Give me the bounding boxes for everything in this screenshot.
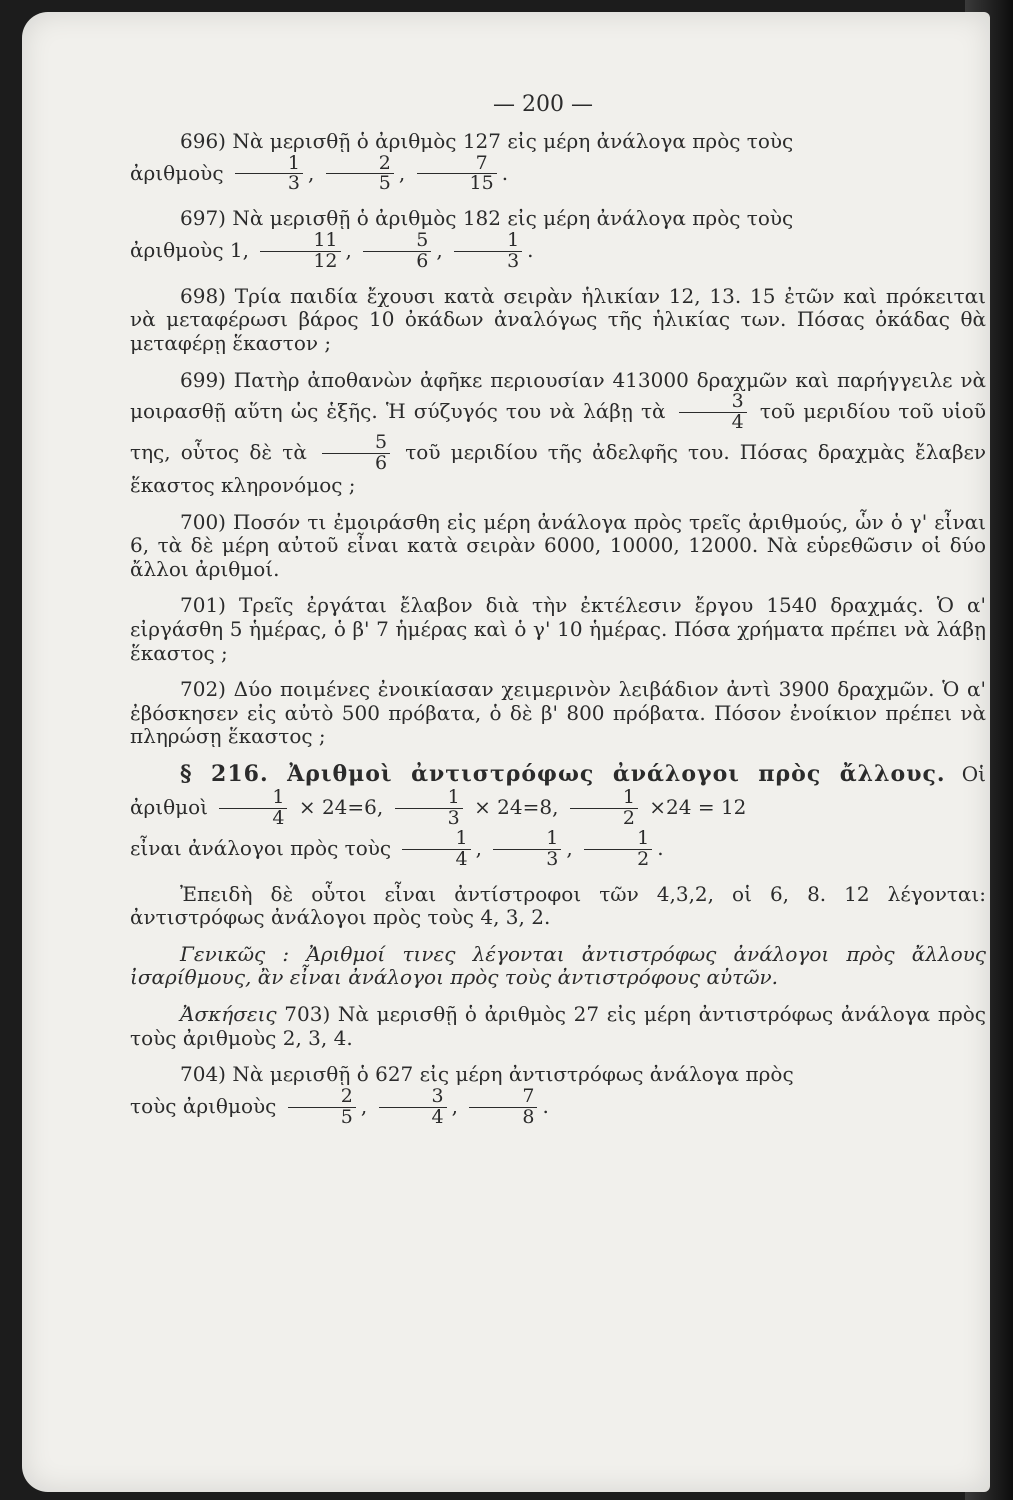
- exercise-700: 700) Ποσόν τι ἐμοιράσθη εἰς μέρη ἀνάλογα πρὸς τρεῖς ἀριθμούς, ὧν ὁ γ' εἶναι 6, τὰ δὲ μέρη αὐτοῦ εἶναι κατὰ σειρὰν 6000, 10000, 12000. Νὰ εὑρεθῶσιν οἱ δύο ἄλλοι ἀριθμοί.: [130, 509, 986, 581]
- fraction: $\frac{2}{5}$: [326, 154, 394, 195]
- paragraph-general: Γενικῶς : Ἀριθμοί τινες λέγονται ἀντιστρόφως ἀνάλογοι πρὸς ἄλλους ἰσαρίθμους, ἂν εἶναι ἀνάλογοι πρὸς τοὺς ἀντιστρόφους αὐτῶν.: [130, 941, 986, 990]
- fraction: $\frac{5}{6}$: [363, 231, 431, 272]
- page-content: [130, 92, 986, 1141]
- exercise-704: 704) Νὰ μερισθῇ ὁ 627 εἰς μέρη ἀντιστρόφως ἀνάλογα πρὸς τοὺς ἀριθμοὺς $\frac{2}{5}$ , $\frac{3}{4}$ , $\frac{7}{8}$ .: [130, 1062, 794, 1128]
- fraction: $\frac{11}{12}$: [260, 231, 340, 272]
- exercise-697: 697) Νὰ μερισθῇ ὁ ἀριθμὸς 182 εἰς μέρη ἀνάλογα πρὸς τοὺς ἀριθμοὺς 1, $\frac{11}{12}$ , $\frac{5}{6}$ , $\frac{1}{3}$ .: [130, 206, 794, 272]
- fraction: $\frac{2}{5}$: [288, 1087, 356, 1128]
- fraction: $\frac{1}{3}$: [395, 788, 463, 829]
- exercise-698: 698) Τρία παιδία ἔχουσι κατὰ σειρὰν ἡλικίαν 12, 13. 15 ἐτῶν καὶ πρόκειται νὰ μεταφέρωσι βάρος 10 ὀκάδων ἀναλόγως τῆς ἡλικίας των. Πόσας ὀκάδας θὰ μεταφέρῃ ἕκαστον ;: [130, 283, 986, 356]
- exercises-label: Ἀσκήσεις: [180, 1002, 277, 1027]
- exercise-696: 696) Νὰ μερισθῇ ὁ ἀριθμὸς 127 εἰς μέρη ἀνάλογα πρὸς τοὺς ἀριθμοὺς $\frac{1}{3}$ , $\frac{2}{5}$ , $\frac{7}{15}$ .: [130, 128, 794, 195]
- fraction: $\frac{1}{3}$: [235, 154, 303, 195]
- section-heading: § 216. Ἀριθμοὶ ἀντιστρόφως ἀνάλογοι πρὸς ἄλλους.: [180, 760, 946, 787]
- fraction: $\frac{1}{3}$: [493, 829, 561, 870]
- fraction: $\frac{7}{8}$: [469, 1087, 537, 1128]
- fraction: $\frac{1}{2}$: [584, 829, 652, 870]
- fraction: $\frac{7}{15}$: [417, 154, 497, 195]
- paragraph-since: Ἐπειδὴ δὲ οὗτοι εἶναι ἀντίστροφοι τῶν 4,3,2, οἱ 6, 8. 12 λέγονται: ἀντιστρόφως ἀνάλογοι πρὸς τοὺς 4, 3, 2.: [130, 881, 986, 930]
- book-page: [22, 12, 990, 1492]
- fraction: $\frac{5}{6}$: [322, 433, 390, 474]
- section-216: § 216. Ἀριθμοὶ ἀντιστρόφως ἀνάλογοι πρὸς ἄλλους. Οἱ ἀριθμοὶ $\frac{1}{4}$ × 24=6, $\frac{1}{3}$ × 24=8, $\frac{1}{2}$ ×24 = 12 εἶναι ἀνάλογοι πρὸς τοὺς $\frac{1}{4}$ , $\frac{1}{3}$ , $\frac{1}{2}$ .: [130, 760, 986, 870]
- fraction: $\frac{1}{3}$: [454, 231, 522, 272]
- exercise-699: 699) Πατὴρ ἀποθανὼν ἀφῆκε περιουσίαν 413000 δραχμῶν καὶ παρήγγειλε νὰ μοιρασθῇ αὕτη ὡς ἑξῆς. Ἡ σύζυγός του νὰ λάβῃ τὰ $\frac{3}{4}$ τοῦ μεριδίου τοῦ υἱοῦ της, οὗτος δὲ τὰ $\frac{5}{6}$ τοῦ μεριδίου τῆς ἀδελφῆς του. Πόσας δραχμὰς ἔλαβεν ἕκαστος κληρονόμος ;: [130, 367, 987, 498]
- exercise-703: Ἀσκήσεις 703) Νὰ μερισθῇ ὁ ἀριθμὸς 27 εἰς μέρη ἀντιστρόφως ἀνάλογα πρὸς τοὺς ἀριθμοὺς 2, 3, 4.: [130, 1002, 986, 1050]
- fraction: $\frac{3}{4}$: [379, 1087, 447, 1128]
- exercise-701: 701) Τρεῖς ἐργάται ἔλαβον διὰ τὴν ἐκτέλεσιν ἔργου 1540 δραχμάς. Ὁ α' εἰργάσθη 5 ἡμέρας, ὁ β' 7 ἡμέρας καὶ ὁ γ' 10 ἡμέρας. Πόσα χρήματα πρέπει νὰ λάβῃ ἕκαστος ;: [130, 593, 986, 665]
- fraction: $\frac{3}{4}$: [679, 392, 747, 433]
- fraction: $\frac{1}{2}$: [570, 788, 638, 829]
- fraction: $\frac{1}{4}$: [402, 829, 470, 870]
- fraction: $\frac{1}{4}$: [219, 788, 287, 829]
- page-number: — 200 —: [493, 92, 593, 117]
- exercise-702: 702) Δύο ποιμένες ἐνοικίασαν χειμερινὸν λειβάδιον ἀντὶ 3900 δραχμῶν. Ὁ α' ἐβόσκησεν εἰς αὐτὸ 500 πρόβατα, ὁ δὲ β' 800 πρόβατα. Πόσον ἐνοίκιον πρέπει νὰ πληρώσῃ ἕκαστος ;: [130, 677, 986, 749]
